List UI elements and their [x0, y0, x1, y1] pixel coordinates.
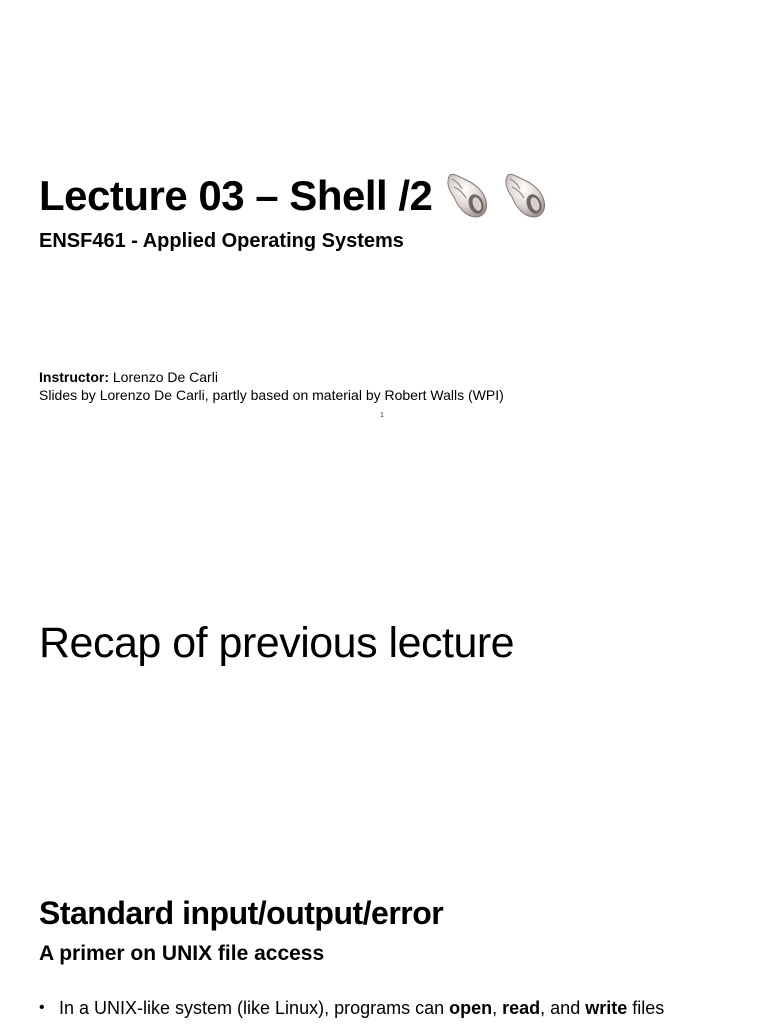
title-row: [39, 166, 548, 226]
bullet-item: [39, 995, 664, 1021]
instructor-label: Instructor:: [39, 369, 109, 385]
lecture-title: Lecture 03 – Shell /2: [39, 172, 433, 219]
recap-slide: [0, 432, 768, 864]
slide-credits: Slides by Lorenzo De Carli, partly based on material by Robert Walls (WPI): [39, 387, 504, 403]
bullet-text-part: files: [627, 998, 665, 1018]
instructor-name: Lorenzo De Carli: [109, 369, 218, 385]
shell-icon: [442, 171, 490, 221]
bullet-keyword-write: write: [585, 998, 628, 1018]
section-title: Standard input/output/error: [39, 895, 444, 931]
recap-title: Recap of previous lecture: [39, 619, 515, 667]
course-subtitle: ENSF461 - Applied Operating Systems: [39, 230, 404, 252]
bullet-text-part: , and: [540, 998, 586, 1018]
instructor-line: [39, 368, 218, 386]
standard-io-slide: [0, 864, 768, 1024]
page-number: 1: [380, 412, 384, 419]
bullet-keyword-read: read: [502, 998, 541, 1018]
section-subtitle: A primer on UNIX file access: [39, 942, 325, 965]
bullet-text-part: In a UNIX-like system (like Linux), programs can: [59, 998, 450, 1018]
bullet-text-part: ,: [492, 998, 503, 1018]
bullet-keyword-open: open: [449, 998, 493, 1018]
title-slide: [0, 0, 768, 432]
bullet-marker: •: [39, 999, 45, 1016]
bullet-text: [59, 995, 664, 1021]
shell-icon: [500, 171, 548, 221]
